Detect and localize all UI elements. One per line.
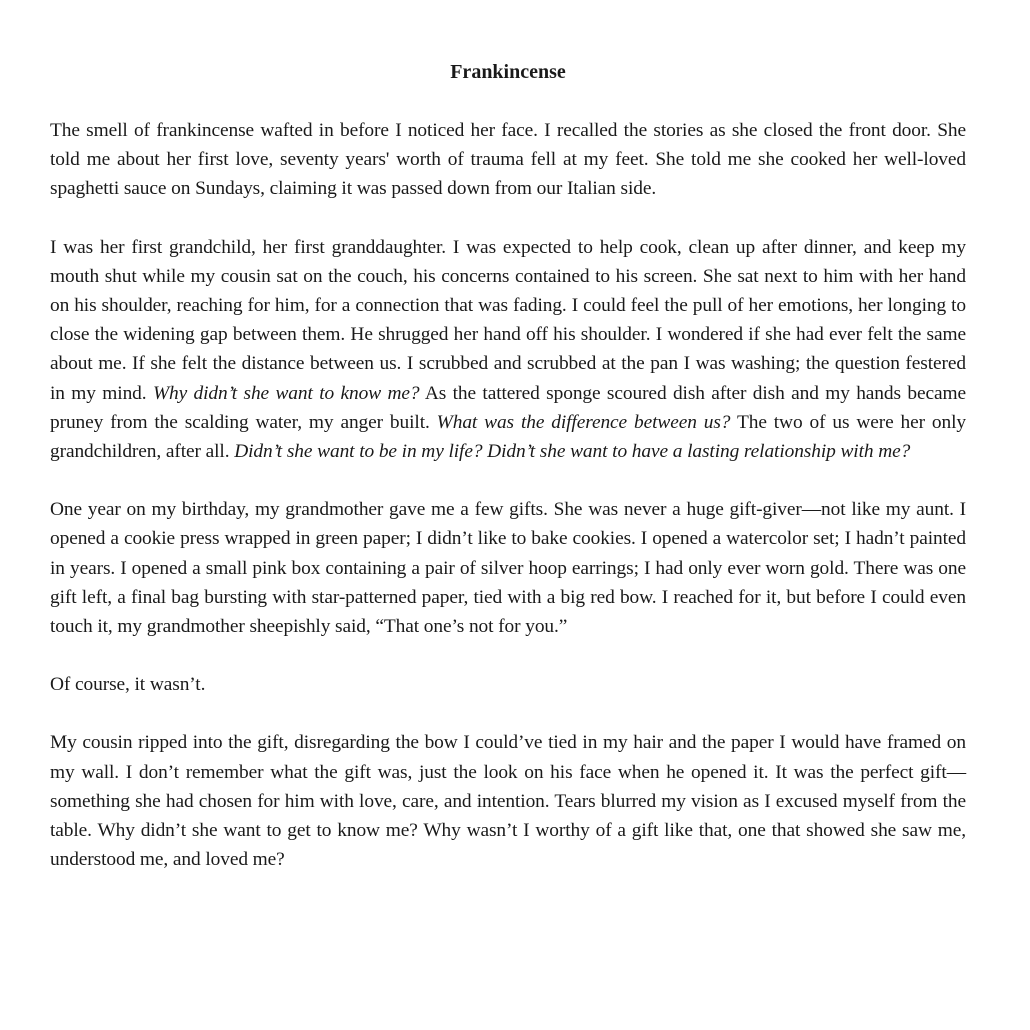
paragraph-1: The smell of frankincense wafted in before I noticed her face. I recalled the stories as she closed the front door. She told me about her first love, seventy years' worth of trauma fell at my feet. She told me she cooked her well-loved spaghetti sauce on Sundays, claiming it was passed down from our Italian side. xyxy=(50,120,966,200)
document-page xyxy=(50,56,966,903)
paragraph-2-text-a: I was her first grandchild, her first granddaughter. I was expected to help cook, clean up after dinner, and keep my mouth shut while my cousin sat on the couch, his concerns contained to his screen. She sat next to him with her hand on his shoulder, reaching for him, for a connection that was fading. I could feel the pull of her emotions, her longing to close the widening gap between them. He shrugged her hand off his shoulder. I wondered if she had ever felt the same about me. If she felt the distance between us. I scrubbed and scrubbed at the pan I was washing; the question festered in my mind. xyxy=(50,236,966,404)
paragraph-4: Of course, it wasn’t. xyxy=(50,674,206,696)
document-title: Frankincense xyxy=(450,61,566,83)
paragraph-3: One year on my birthday, my grandmother gave me a few gifts. She was never a huge gift-giver—not like my aunt. I opened a cookie press wrapped in green paper; I didn’t like to bake cookies. I opened a watercolor set; I hadn’t painted in years. I opened a small pink box containing a pair of silver hoop earrings; I had only ever worn gold. There was one gift left, a final bag bursting with star-patterned paper, tied with a big red bow. I reached for it, but before I could even touch it, my grandmother sheepishly said, “That one’s not for you.” xyxy=(50,499,966,638)
paragraph-2-text-c: As the tattered sponge scoured dish after dish and my hands became pruney from the scalding water, my anger built. xyxy=(50,382,966,433)
paragraph-2-text-e: The two of us were her only grandchildren, after all. xyxy=(50,411,967,463)
paragraph-2 xyxy=(50,233,966,467)
paragraph-5: My cousin ripped into the gift, disregarding the bow I could’ve tied in my hair and the paper I would have framed on my wall. I don’t remember what the gift was, just the look on his face when he opened it. It was the perfect gift—something she had chosen for him with love, care, and intention. Tears blurred my vision as I excused myself from the table. Why didn’t she want to get to know me? Why wasn’t I worthy of a gift like that, one that showed she saw me, understood me, and loved me? xyxy=(50,732,966,871)
paragraph-2-italic-question-1: Why didn’t she want to know me? xyxy=(152,382,420,404)
paragraph-2-italic-question-3: Didn’t she want to be in my life? Didn’t she want to have a lasting relationship with me? xyxy=(234,441,911,463)
paragraph-2-italic-question-2: What was the difference between us? xyxy=(436,411,731,433)
